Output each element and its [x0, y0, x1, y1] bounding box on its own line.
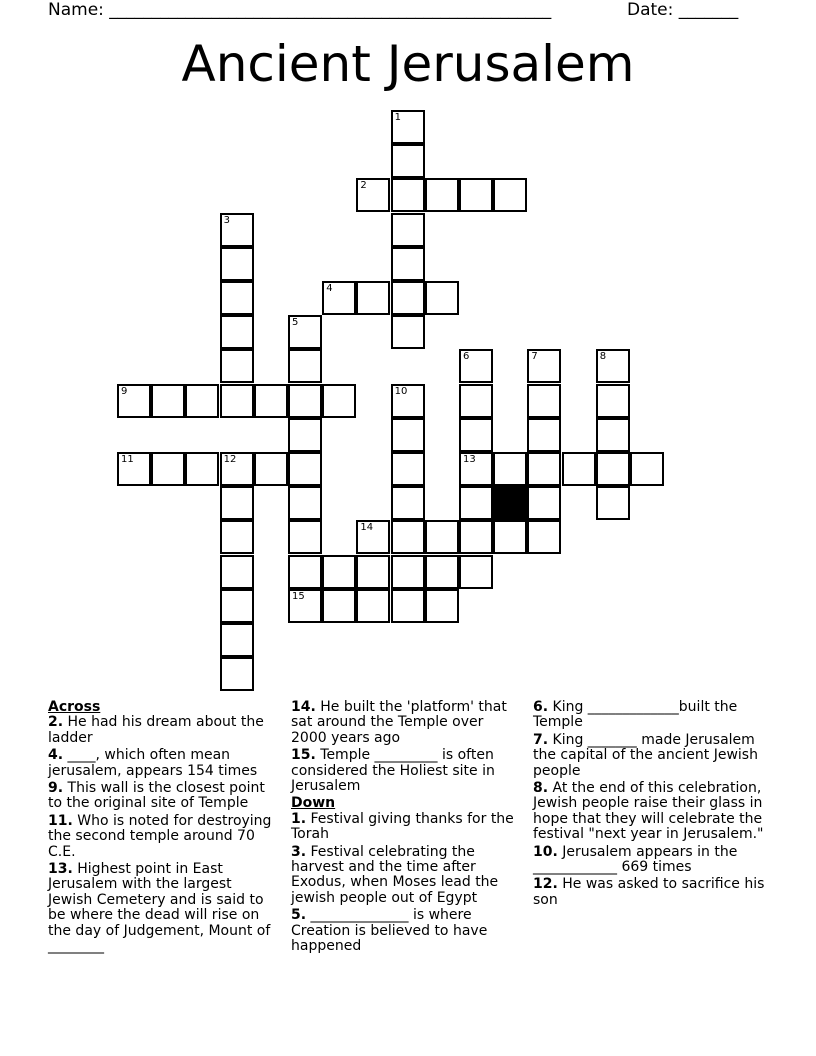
grid-cell[interactable] [596, 349, 630, 383]
clue-number: 2 [360, 180, 367, 192]
grid-cell[interactable] [527, 486, 561, 520]
grid-cell[interactable] [425, 520, 459, 554]
grid-cell[interactable] [391, 315, 425, 349]
grid-cell[interactable] [220, 384, 254, 418]
clue-number: 3 [223, 214, 230, 226]
grid-cell[interactable] [254, 384, 288, 418]
clue-column-2 [291, 700, 523, 957]
grid-cell[interactable] [356, 555, 390, 589]
clue-number: 9 [121, 385, 128, 397]
grid-cell[interactable] [391, 486, 425, 520]
clue-number: 13 [463, 454, 476, 465]
grid-cell[interactable] [322, 281, 356, 315]
grid-cell[interactable] [425, 178, 459, 212]
grid-cell[interactable] [459, 555, 493, 589]
grid-cell[interactable] [322, 555, 356, 589]
grid-cell[interactable] [493, 520, 527, 554]
grid-cell[interactable] [493, 178, 527, 212]
grid-cell[interactable] [596, 384, 630, 418]
grid-cell[interactable] [459, 178, 493, 212]
grid-cell[interactable] [527, 384, 561, 418]
grid-cell[interactable] [391, 589, 425, 623]
grid-cell[interactable] [220, 555, 254, 589]
grid-cell[interactable] [220, 486, 254, 520]
down-heading: Down [291, 795, 336, 812]
clue-column-3 [533, 700, 765, 910]
grid-cell[interactable] [220, 657, 254, 691]
down-clue: 10. Jerusalem appears in the ____________ 669 times [533, 843, 738, 876]
down-clue: 1. Festival giving thanks for the Torah [291, 810, 514, 843]
across-clue: 9. This wall is the closest point to the original site of Temple [48, 780, 265, 812]
grid-cell[interactable] [220, 315, 254, 349]
down-clue: 8. At the end of this celebration, Jewish people raise their glass in hope that they will celebrate the festival "next year in Jerusalem." [533, 780, 764, 843]
down-clue: 5. ______________ is where Creation is believed to have happened [291, 907, 488, 955]
grid-cell[interactable] [220, 213, 254, 247]
grid-cell[interactable] [527, 418, 561, 452]
down-clue: 6. King _____________built the Temple [533, 699, 738, 731]
across-clue: 4. ____, which often mean jerusalem, appears 154 times [48, 747, 258, 779]
across-heading: Across [48, 699, 101, 715]
across-clue: 15. Temple _________ is often considered the Holiest site in Jerusalem [291, 747, 495, 795]
grid-cell[interactable] [220, 281, 254, 315]
grid-cell[interactable] [425, 589, 459, 623]
grid-cell[interactable] [220, 589, 254, 623]
grid-cell[interactable] [391, 418, 425, 452]
grid-cell[interactable] [254, 452, 288, 486]
grid-cell[interactable] [322, 589, 356, 623]
clue-number: 11 [121, 454, 134, 465]
grid-cell[interactable] [527, 520, 561, 554]
grid-cell[interactable] [527, 349, 561, 383]
grid-cell[interactable] [391, 110, 425, 144]
grid-cell[interactable] [220, 349, 254, 383]
grid-cell[interactable] [151, 452, 185, 486]
grid-cell[interactable] [596, 452, 630, 486]
grid-cell[interactable] [596, 486, 630, 520]
grid-cell[interactable] [220, 623, 254, 657]
grid-cell[interactable] [459, 418, 493, 452]
grid-cell[interactable] [185, 384, 219, 418]
grid-cell[interactable] [562, 452, 596, 486]
down-clue: 12. He was asked to sacrifice his son [533, 876, 765, 908]
grid-cell[interactable] [185, 452, 219, 486]
clue-number: 10 [394, 385, 408, 397]
grid-cell[interactable] [459, 452, 493, 486]
page-title: Ancient Jerusalem [181, 35, 635, 93]
grid-cell[interactable] [391, 520, 425, 554]
grid-cell[interactable] [425, 555, 459, 589]
grid-cell[interactable] [459, 520, 493, 554]
grid-cell[interactable] [288, 589, 322, 623]
across-clue: 13. Highest point in East Jerusalem with the largest Jewish Cemetery and is said to be where the dead will rise on the day of Judgement, Mount of ________ [48, 861, 271, 955]
grid-cell[interactable] [288, 384, 322, 418]
clue-number: 7 [531, 351, 538, 363]
grid-cell[interactable] [391, 281, 425, 315]
clue-number: 5 [292, 317, 299, 329]
clue-number: 1 [394, 112, 401, 123]
grid-block [493, 486, 527, 520]
grid-cell[interactable] [391, 384, 425, 418]
grid-cell[interactable] [459, 349, 493, 383]
grid-cell[interactable] [527, 452, 561, 486]
grid-cell[interactable] [356, 178, 390, 212]
clue-number: 6 [463, 351, 470, 363]
grid-cell[interactable] [391, 213, 425, 247]
clue-column-1 [48, 700, 280, 957]
clue-number: 12 [223, 454, 237, 465]
grid-cell[interactable] [322, 384, 356, 418]
grid-cell[interactable] [288, 555, 322, 589]
grid-cell[interactable] [288, 418, 322, 452]
grid-cell[interactable] [288, 349, 322, 383]
grid-cell[interactable] [117, 452, 151, 486]
grid-cell[interactable] [220, 247, 254, 281]
down-clue: 3. Festival celebrating the harvest and the time after Exodus, when Moses lead the jewish people out of Egypt [291, 843, 499, 906]
grid-cell[interactable] [493, 452, 527, 486]
across-clue: 2. He had his dream about the ladder [48, 714, 264, 746]
grid-cell[interactable] [220, 452, 254, 486]
grid-cell[interactable] [288, 452, 322, 486]
grid-cell[interactable] [356, 281, 390, 315]
grid-cell[interactable] [391, 144, 425, 178]
grid-cell[interactable] [288, 520, 322, 554]
grid-cell[interactable] [220, 520, 254, 554]
clue-number: 14 [360, 522, 374, 534]
name-field-label[interactable]: Name: ____________________________________________________ [48, 0, 552, 20]
across-clue: 11. Who is noted for destroying the second temple around 70 C.E. [48, 812, 272, 860]
grid-cell[interactable] [391, 178, 425, 212]
date-field-label[interactable]: Date: _______ [627, 0, 739, 20]
grid-cell[interactable] [425, 281, 459, 315]
grid-cell[interactable] [117, 384, 151, 418]
grid-cell[interactable] [596, 418, 630, 452]
grid-cell[interactable] [630, 452, 664, 486]
grid-cell[interactable] [391, 247, 425, 281]
clue-number: 15 [292, 590, 305, 602]
down-clue: 7. King _______ made Jerusalem the capital of the ancient Jewish people [533, 731, 758, 779]
grid-cell[interactable] [356, 589, 390, 623]
across-clue: 14. He built the 'platform' that sat around the Temple over 2000 years ago [291, 699, 507, 746]
grid-cell[interactable] [391, 452, 425, 486]
grid-cell[interactable] [288, 315, 322, 349]
grid-cell[interactable] [391, 555, 425, 589]
clue-number: 8 [599, 351, 607, 363]
grid-cell[interactable] [459, 384, 493, 418]
grid-cell[interactable] [151, 384, 185, 418]
grid-cell[interactable] [288, 486, 322, 520]
grid-cell[interactable] [459, 486, 493, 520]
grid-cell[interactable] [356, 520, 390, 554]
clue-number: 4 [326, 283, 333, 294]
